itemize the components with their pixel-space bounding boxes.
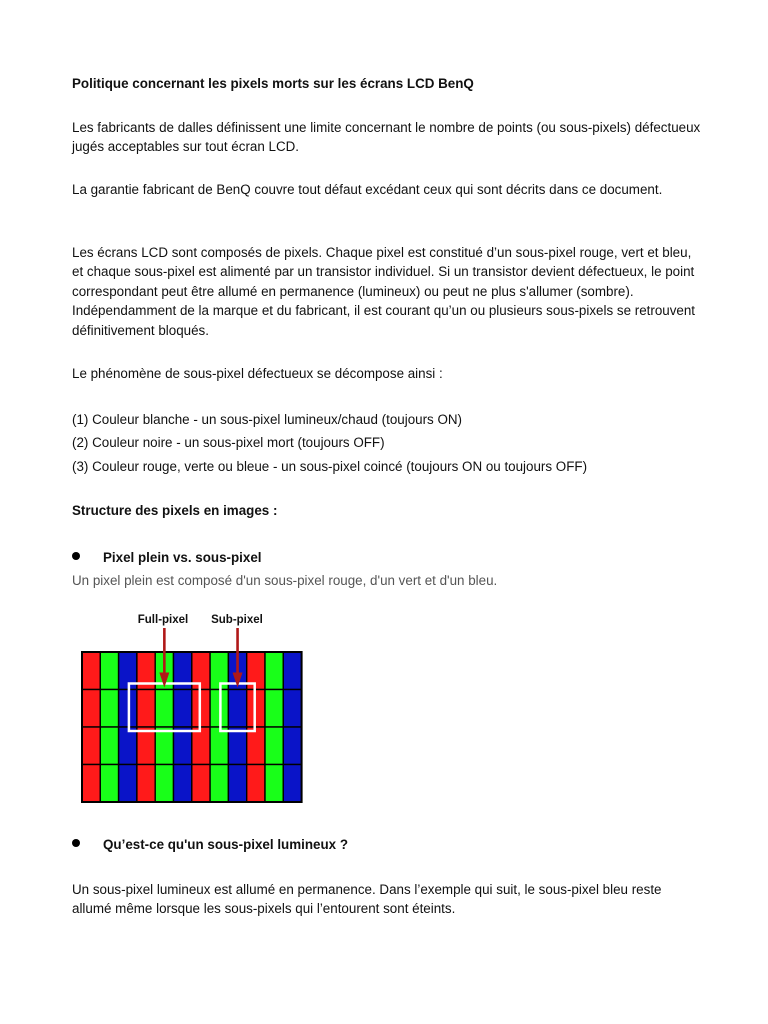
sub-pixel-label: Sub-pixel <box>211 614 263 626</box>
subpixel-red <box>82 652 100 690</box>
pixel-structure-figure <box>72 606 312 806</box>
defect-item-black: (2) Couleur noire - un sous-pixel mort (toujours OFF) <box>72 435 385 450</box>
document-title: Politique concernant les pixels morts sur les écrans LCD BenQ <box>72 76 474 91</box>
subpixel-blue <box>228 727 246 765</box>
subpixel-red <box>192 765 210 803</box>
subpixel-green <box>155 690 173 728</box>
subpixel-red <box>137 727 155 765</box>
subpixel-blue <box>119 727 137 765</box>
subpixel-blue <box>283 652 301 690</box>
caption-full-pixel: Un pixel plein est composé d'un sous-pixel rouge, d'un vert et d'un bleu. <box>72 573 498 588</box>
subpixel-green <box>210 765 228 803</box>
subpixel-green <box>265 727 283 765</box>
paragraph-defect-intro: Le phénomène de sous-pixel défectueux se décompose ainsi : <box>72 366 443 381</box>
subpixel-red <box>137 765 155 803</box>
subpixel-blue <box>174 765 192 803</box>
subpixel-green <box>100 727 118 765</box>
defect-item-white: (1) Couleur blanche - un sous-pixel lumineux/chaud (toujours ON) <box>72 412 463 427</box>
subpixel-blue <box>174 690 192 728</box>
subpixel-red <box>82 765 100 803</box>
paragraph-manufacturer-limit: Les fabricants de dalles définissent une limite concernant le nombre de points (ou sous-pixels) défectueux jugés acceptables sur tout écran LCD. <box>72 120 701 155</box>
subpixel-blue <box>228 690 246 728</box>
subpixel-green <box>155 765 173 803</box>
bullet-label-full-vs-sub: Pixel plein vs. sous-pixel <box>103 550 262 565</box>
subpixel-blue <box>174 727 192 765</box>
subpixel-red <box>192 727 210 765</box>
subpixel-blue <box>119 765 137 803</box>
subpixel-blue <box>228 765 246 803</box>
subpixel-red <box>247 765 265 803</box>
subpixel-green <box>100 765 118 803</box>
subpixel-blue <box>283 690 301 728</box>
subpixel-green <box>100 652 118 690</box>
subpixel-red <box>247 727 265 765</box>
subpixel-red <box>137 690 155 728</box>
full-pixel-label: Full-pixel <box>137 614 189 626</box>
subpixel-red <box>82 690 100 728</box>
paragraph-lcd-pixels: Les écrans LCD sont composés de pixels. Chaque pixel est constitué d’un sous-pixel rouge, vert et bleu, et chaque sous-pixel est alimenté par un transistor individuel. Si un transistor devient défectueux, le point correspondant peut être allumé en permanence (lumineux) ou peut ne plus s'allumer (sombre). Indépendamment de la marque et du fabricant, il est courant qu’un ou plusieurs sous-pixels se retrouvent définitivement bloqués. <box>72 245 696 338</box>
subpixel-blue <box>283 765 301 803</box>
subpixel-red <box>82 727 100 765</box>
subpixel-green <box>210 727 228 765</box>
defect-item-color: (3) Couleur rouge, verte ou bleue - un sous-pixel coincé (toujours ON ou toujours OFF) <box>72 459 588 474</box>
bullet-dot-icon <box>72 839 80 847</box>
subpixel-green <box>155 727 173 765</box>
subpixel-grid <box>82 652 302 802</box>
subpixel-green <box>100 690 118 728</box>
subpixel-blue <box>283 727 301 765</box>
paragraph-warranty: La garantie fabricant de BenQ couvre tout défaut excédant ceux qui sont décrits dans ce document. <box>72 182 663 197</box>
subpixel-green <box>265 652 283 690</box>
bullet-label-bright-subpixel: Qu’est-ce qu'un sous-pixel lumineux ? <box>103 837 348 852</box>
bullet-dot-icon <box>72 552 80 560</box>
subpixel-green <box>265 765 283 803</box>
structure-heading: Structure des pixels en images : <box>72 503 278 518</box>
subpixel-green <box>265 690 283 728</box>
paragraph-bright-subpixel: Un sous-pixel lumineux est allumé en permanence. Dans l’exemple qui suit, le sous-pixel bleu reste allumé même lorsque les sous-pixels qui l’entourent sont éteints. <box>72 882 662 917</box>
